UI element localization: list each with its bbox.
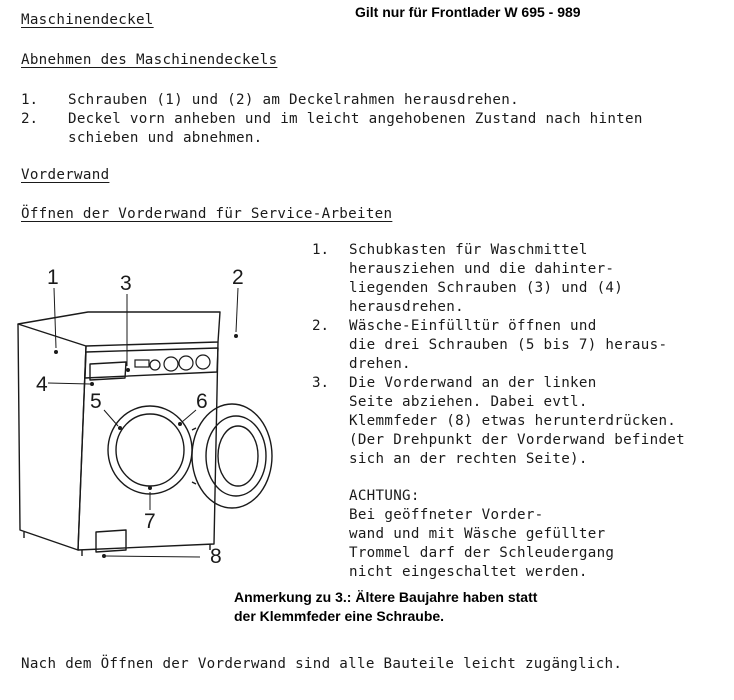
remark-line-2: der Klemmfeder eine Schraube. bbox=[234, 608, 445, 624]
callout-8: 8 bbox=[210, 545, 222, 568]
section-title-front-wall: Vorderwand bbox=[21, 167, 110, 183]
step-text: herausdrehen. bbox=[349, 299, 464, 315]
step-text: die drei Schrauben (5 bis 7) heraus- bbox=[349, 337, 668, 353]
step-text: Deckel vorn anheben und im leicht angehobenen Zustand nach hinten bbox=[68, 111, 643, 127]
section-heading-cover: Abnehmen des Maschinendeckels bbox=[21, 52, 278, 68]
warning-title: ACHTUNG: bbox=[349, 488, 420, 504]
callout-4: 4 bbox=[36, 373, 48, 396]
callout-3: 3 bbox=[120, 272, 132, 295]
warning-text: Bei geöffneter Vorder- bbox=[349, 507, 544, 523]
step-text: sich an der rechten Seite). bbox=[349, 451, 588, 467]
step-text: Schubkasten für Waschmittel bbox=[349, 242, 588, 258]
callout-1: 1 bbox=[47, 266, 59, 289]
step-text: Schrauben (1) und (2) am Deckelrahmen herausdrehen. bbox=[68, 92, 519, 108]
control-knobs bbox=[135, 355, 210, 371]
callout-7: 7 bbox=[144, 510, 156, 533]
section-heading-front-wall: Öffnen der Vorderwand für Service-Arbeiten bbox=[21, 206, 393, 222]
callout-6: 6 bbox=[196, 390, 208, 413]
step-text: Wäsche-Einfülltür öffnen und bbox=[349, 318, 597, 334]
step-number: 3. bbox=[312, 375, 330, 391]
step-text: liegenden Schrauben (3) und (4) bbox=[349, 280, 624, 296]
step-number: 1. bbox=[21, 92, 39, 108]
step-text: (Der Drehpunkt der Vorderwand befindet bbox=[349, 432, 685, 448]
callout-2: 2 bbox=[232, 266, 244, 289]
remark-line-1: Anmerkung zu 3.: Ältere Baujahre haben statt bbox=[234, 589, 538, 605]
step-text: Seite abziehen. Dabei evtl. bbox=[349, 394, 588, 410]
callout-leaders bbox=[48, 288, 238, 557]
step-text: drehen. bbox=[349, 356, 411, 372]
step-number: 2. bbox=[312, 318, 330, 334]
step-text: Die Vorderwand an der linken bbox=[349, 375, 597, 391]
footer-note: Nach dem Öffnen der Vorderwand sind alle Bauteile leicht zugänglich. bbox=[21, 656, 623, 672]
door-opening bbox=[108, 406, 192, 494]
step-text: Klemmfeder (8) etwas herunterdrücken. bbox=[349, 413, 677, 429]
page-title: Maschinendeckel bbox=[21, 12, 154, 28]
model-note: Gilt nur für Frontlader W 695 - 989 bbox=[355, 4, 581, 20]
step-number: 2. bbox=[21, 111, 39, 127]
warning-text: Trommel darf der Schleudergang bbox=[349, 545, 615, 561]
step-text: herausziehen und die dahinter- bbox=[349, 261, 615, 277]
warning-text: wand und mit Wäsche gefüllter bbox=[349, 526, 606, 542]
warning-text: nicht eingeschaltet werden. bbox=[349, 564, 588, 580]
step-number: 1. bbox=[312, 242, 330, 258]
open-door bbox=[192, 404, 272, 508]
step-text: schieben und abnehmen. bbox=[68, 130, 263, 146]
callout-5: 5 bbox=[90, 390, 102, 413]
